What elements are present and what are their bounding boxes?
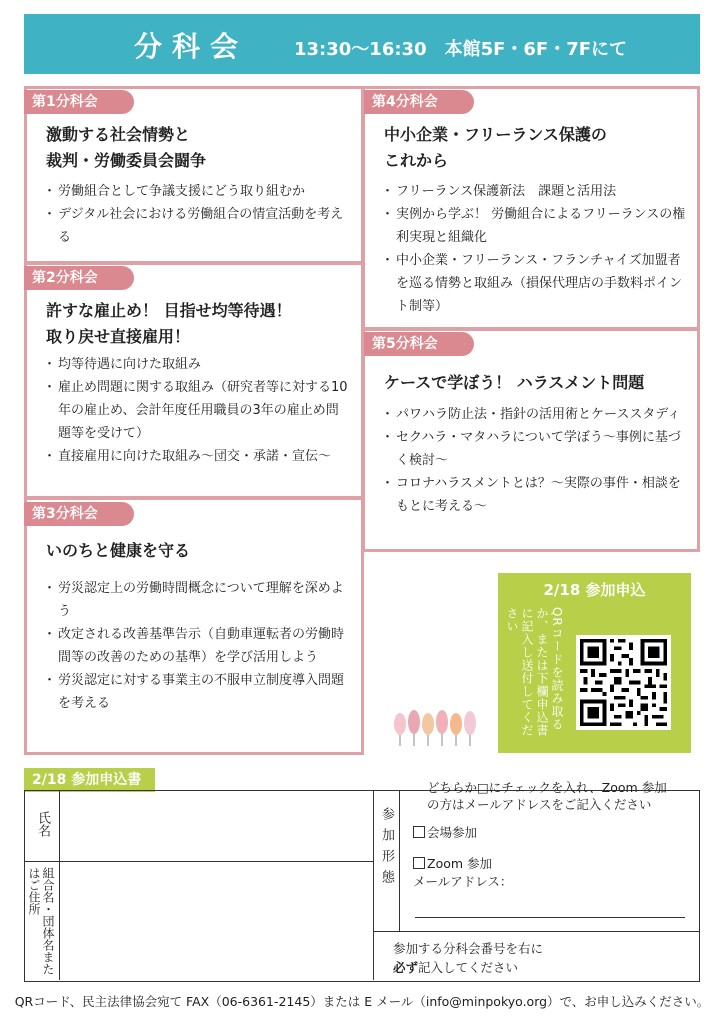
venue-option[interactable]: 会場参加 [413, 823, 477, 842]
session-tag-4: 第4分科会 [364, 90, 474, 114]
time-place: 13:30〜16:30 本館5F・6F・7Fにて [294, 39, 628, 60]
list-item: ・ 改定される改善基準告示（自動車運転者の労働時間等の改善のための基準）を学び活用しよう [46, 623, 351, 669]
session-items-5 [384, 403, 689, 518]
session-tag-5: 第5分科会 [364, 332, 474, 356]
list-item: ・ パワハラ防止法・指針の活用術とケーススタディ [384, 403, 689, 426]
email-label: メールアドレス： [413, 874, 513, 889]
list-item: ・ デジタル社会における労働組合の情宣活動を考える [46, 203, 351, 249]
name-label: 氏名 [35, 811, 50, 837]
list-item: ・ 実例から学ぶ！ 労働組合によるフリーランスの権利実現と組織化 [384, 203, 689, 249]
tree-illustration-icon [392, 708, 482, 748]
session-tag-3: 第3分科会 [24, 502, 134, 526]
session-tag-2: 第2分科会 [24, 266, 134, 290]
zoom-option[interactable]: Zoom 参加 [413, 854, 492, 873]
list-item: ・ コロナハラスメントとは？〜実際の事件・相談をもとに考える〜 [384, 472, 689, 518]
session-items-3 [46, 577, 351, 715]
session-items-2 [46, 353, 351, 468]
org-label: 組合名・団体名またはご住所 [27, 867, 55, 975]
venue-checkbox[interactable] [413, 826, 425, 838]
instruction-line-2: の方はメールアドレスをご記入ください [427, 797, 652, 812]
session-title-1: 激動する社会情勢と 裁判・労働委員会闘争 [46, 125, 207, 170]
list-item: ・ 労働組合として争議支援にどう取り組むか [46, 180, 351, 203]
session-number-note: 参加する分科会番号を右に 必ず記入してください [393, 941, 544, 975]
footer-note: QRコード、民主法律協会宛て FAX（06-6361-2145）または E メール（info@minpokyo.org）で、お申し込みください。 [14, 994, 710, 1009]
cta-heading: 2/18 参加申込 [543, 581, 646, 599]
list-item: ・ 雇止め問題に関する取組み（研究者等に対する10年の雇止め、会計年度任用職員の3年の雇止め問題等を受けて） [46, 376, 351, 445]
form-label: 2/18 参加申込書 [24, 768, 155, 792]
list-item: ・ 直接雇用に向けた取組み〜団交・承諾・宣伝〜 [46, 445, 351, 468]
header-banner [24, 14, 700, 74]
zoom-checkbox[interactable] [413, 857, 425, 869]
list-item: ・ 中小企業・フリーランス・フランチャイズ加盟者を巡る情勢と取組み（損保代理店の手数料ポイント制等） [384, 249, 689, 318]
participation-label: 参加形態 [379, 807, 394, 891]
session-items-1 [46, 180, 351, 249]
name-field[interactable] [60, 791, 373, 861]
list-item: ・ 労災認定上の労働時間概念について理解を深めよう [46, 577, 351, 623]
page-title: 分科会 [134, 30, 249, 63]
registration-cta [498, 573, 691, 753]
session-title-4: 中小企業・フリーランス保護の これから [384, 125, 607, 170]
org-address-field[interactable] [60, 862, 373, 980]
list-item: ・ フリーランス保護新法 課題と活用法 [384, 180, 689, 203]
email-field[interactable] [415, 917, 685, 918]
list-item: ・ 均等待遇に向けた取組み [46, 353, 351, 376]
session-tag-1: 第1分科会 [24, 90, 134, 114]
session-items-4 [384, 180, 689, 318]
list-item: ・ 労災認定に対する事業主の不服申立制度導入問題を考える [46, 669, 351, 715]
qr-code-icon[interactable] [576, 635, 671, 730]
session-title-2: 許すな雇止め！ 目指せ均等待遇！ 取り戻せ直接雇用！ [46, 301, 292, 346]
session-title-5: ケースで学ぼう！ ハラスメント問題 [384, 373, 645, 392]
list-item: ・ セクハラ・マタハラについて学ぼう〜事例に基づく検討〜 [384, 426, 689, 472]
cta-instructions: QRコードを読み取るか、または下欄申込書に記入し送付してください [505, 607, 564, 737]
session-title-3: いのちと健康を守る [46, 541, 191, 560]
instruction-line-1: どちらか□にチェックを入れ、Zoom 参加 [427, 780, 667, 795]
session-number-field[interactable] [585, 932, 699, 980]
